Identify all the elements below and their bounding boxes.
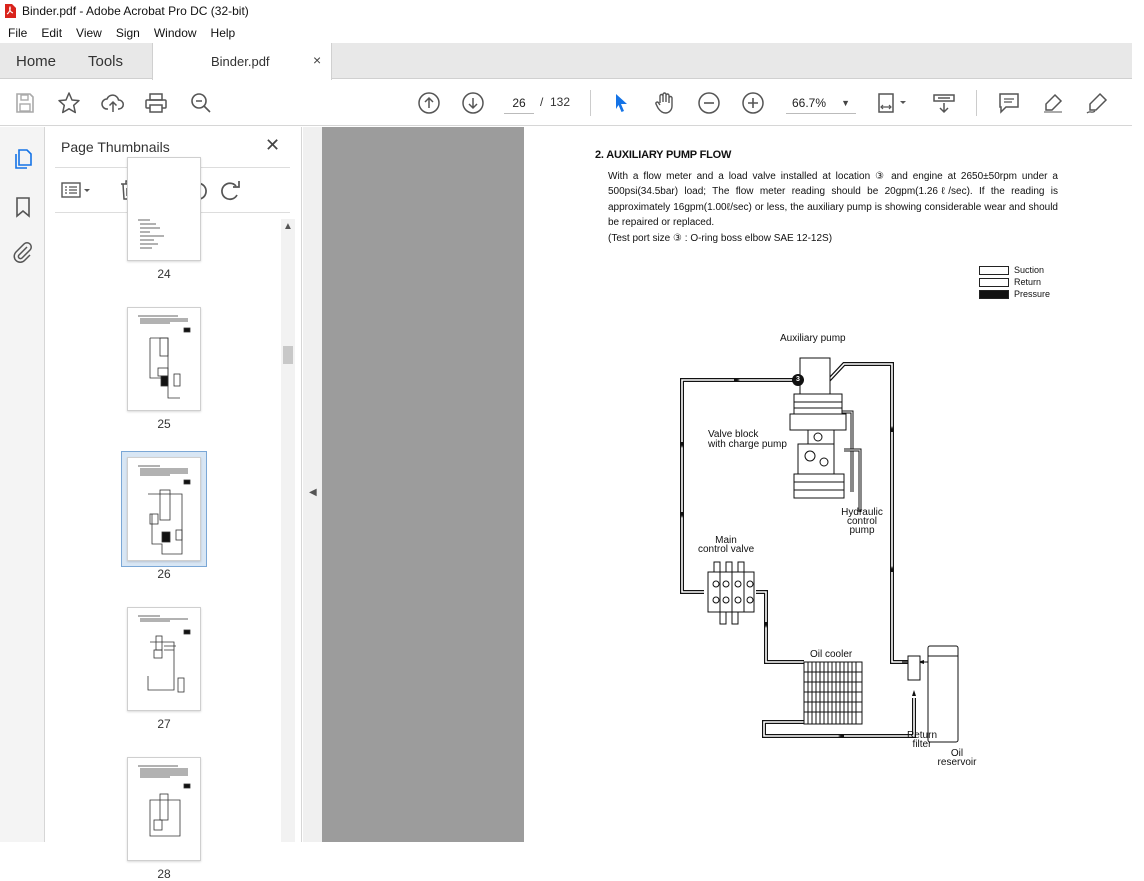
thumbnail-preview xyxy=(128,758,202,862)
thumbnail-number: 27 xyxy=(157,717,171,731)
line-legend xyxy=(979,265,1079,301)
chevron-down-icon: ▼ xyxy=(841,98,850,108)
title-bar xyxy=(0,0,1132,22)
scroll-mode-icon[interactable] xyxy=(932,91,956,115)
menu-edit[interactable]: Edit xyxy=(41,25,63,40)
tab-document-label: Binder.pdf xyxy=(211,54,270,69)
thumbnail-page-24[interactable] xyxy=(127,157,201,261)
page-number-input[interactable] xyxy=(504,92,534,114)
thumbnail-list xyxy=(45,215,280,881)
left-rail xyxy=(0,127,45,842)
page-up-icon[interactable] xyxy=(417,91,441,115)
menu-file[interactable]: File xyxy=(8,25,28,40)
highlight-icon[interactable] xyxy=(1041,91,1065,115)
legend-label: Suction xyxy=(1014,265,1045,275)
test-port-note: (Test port size ③ : O-ring boss elbow SAE 12-12S) xyxy=(608,233,833,244)
attachment-icon[interactable] xyxy=(11,240,35,264)
thumbnail-preview xyxy=(128,308,202,412)
comment-icon[interactable] xyxy=(997,91,1021,115)
legend-swatch xyxy=(979,290,1009,299)
menu-help[interactable]: Help xyxy=(210,25,236,40)
main-toolbar xyxy=(0,80,1132,126)
tab-document[interactable] xyxy=(152,43,332,80)
bookmark-icon[interactable] xyxy=(11,195,35,219)
legend-label: Return xyxy=(1014,277,1042,287)
label-control-valve: control valve xyxy=(698,544,755,555)
section-heading: 2. AUXILIARY PUMP FLOW xyxy=(595,149,732,161)
thumbnail-preview xyxy=(128,458,202,562)
label-pump: pump xyxy=(849,525,875,536)
window-title: Binder.pdf - Adobe Acrobat Pro DC (32-bit) xyxy=(22,4,249,18)
fit-page-icon[interactable] xyxy=(876,91,912,115)
panel-collapse-handle[interactable] xyxy=(303,127,322,842)
menu-sign[interactable]: Sign xyxy=(115,25,140,40)
thumbnail-page-25[interactable] xyxy=(127,307,201,411)
thumbnail-page-28[interactable] xyxy=(127,757,201,861)
body-paragraph: With a flow meter and a load valve installed at location ③ and engine at 2650±50rpm under a 500psi(34.5bar) load; The flow meter reading should be 20gpm(1.26ℓ/sec). If the reading is approximately 16gpm(1.00ℓ/sec) or less, the auxiliary pump is showing considerable wear and should be repaired or replaced. xyxy=(608,171,1058,228)
panel-title: Page Thumbnails xyxy=(61,139,170,155)
menu-window[interactable]: Window xyxy=(153,25,197,40)
scroll-up-icon[interactable]: ▲ xyxy=(283,221,293,232)
legend-swatch xyxy=(979,278,1009,287)
label-reservoir: reservoir xyxy=(937,757,977,768)
thumbnail-number: 28 xyxy=(157,867,171,881)
tab-home[interactable]: Home xyxy=(16,53,57,70)
page-total: 132 xyxy=(550,95,571,109)
label-return: Return xyxy=(906,730,937,741)
upload-icon[interactable] xyxy=(101,91,125,115)
thumbnail-number: 25 xyxy=(157,417,171,431)
label-oil: Oil xyxy=(950,748,964,759)
star-icon[interactable] xyxy=(57,91,81,115)
thumbnail-scrollbar[interactable] xyxy=(281,219,295,842)
toolbar-divider xyxy=(976,90,977,116)
zoom-value: 66.7% xyxy=(792,96,827,110)
zoom-in-icon[interactable] xyxy=(741,91,765,115)
acrobat-app-icon xyxy=(4,4,16,18)
thumbnail-page-26[interactable] xyxy=(127,457,201,561)
page-thumbnails-icon[interactable] xyxy=(11,147,35,171)
thumbnails-panel xyxy=(45,127,302,881)
document-viewport[interactable] xyxy=(322,127,1132,842)
page-separator: / xyxy=(540,95,544,109)
select-cursor-icon[interactable] xyxy=(609,91,633,115)
menu-view[interactable]: View xyxy=(76,25,102,40)
label-hydraulic: Hydraulic xyxy=(841,507,883,518)
collapse-arrow-icon: ◀ xyxy=(309,487,317,498)
tab-tools[interactable]: Tools xyxy=(88,53,124,70)
legend-pressure xyxy=(979,289,1079,301)
legend-return xyxy=(979,277,1079,289)
save-icon[interactable] xyxy=(13,91,37,115)
hand-icon[interactable] xyxy=(653,91,677,115)
menu-bar xyxy=(0,22,1132,43)
tab-close-icon[interactable]: × xyxy=(313,52,322,68)
zoom-select[interactable] xyxy=(786,92,856,114)
tab-bar xyxy=(0,43,1132,79)
label-control: control xyxy=(846,516,877,527)
thumbnail-number: 26 xyxy=(157,567,171,581)
zoom-out-icon[interactable] xyxy=(697,91,721,115)
hydraulic-diagram xyxy=(664,322,984,782)
thumbnail-page-27[interactable] xyxy=(127,607,201,711)
test-port-number: 3 xyxy=(796,376,800,383)
page-down-icon[interactable] xyxy=(461,91,485,115)
thumbnail-preview xyxy=(128,158,202,262)
thumbnail-preview xyxy=(128,608,202,712)
print-icon[interactable] xyxy=(144,91,168,115)
legend-suction xyxy=(979,265,1079,277)
label-filter: filter xyxy=(912,739,932,750)
options-menu-icon[interactable] xyxy=(59,178,93,202)
label-valve-block: Valve block xyxy=(708,429,759,440)
rotate-right-icon[interactable] xyxy=(219,178,243,202)
search-zoom-icon[interactable] xyxy=(189,91,213,115)
close-icon[interactable]: ✕ xyxy=(265,135,281,155)
thumbnail-number: 24 xyxy=(157,267,171,281)
label-valve-block-2: with charge pump xyxy=(708,439,787,450)
label-auxiliary-pump: Auxiliary pump xyxy=(780,333,846,344)
legend-label: Pressure xyxy=(1014,289,1051,299)
toolbar-divider xyxy=(590,90,591,116)
sign-icon[interactable] xyxy=(1085,91,1109,115)
label-main: Main xyxy=(715,535,737,546)
pdf-page xyxy=(524,127,1144,842)
label-oil-cooler: Oil cooler xyxy=(810,649,853,660)
legend-swatch xyxy=(979,266,1009,275)
scroll-thumb[interactable] xyxy=(283,346,293,364)
